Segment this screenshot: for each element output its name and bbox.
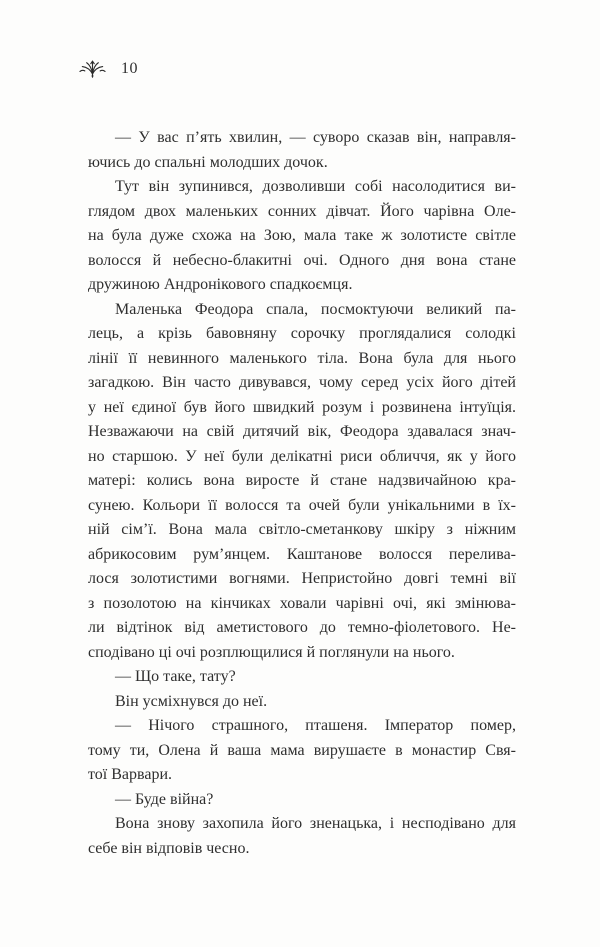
paragraph — [88, 298, 516, 666]
paragraph — [88, 175, 516, 298]
text-line: ючись до спальні молодших дочок. — [88, 153, 328, 171]
text-line: ній сім’ї. Вона мала світло-сметанкову шкіру з ніжним — [88, 521, 516, 538]
text-line: — Буде війна? — [115, 790, 214, 808]
text-line: тому ти, Олена й ваша мама вирушаєте в монастир Свя- — [88, 741, 516, 759]
paragraph — [88, 126, 516, 175]
text-line: Маленька Феодора спала, посмоктуючи великий па- — [115, 300, 516, 318]
text-line: лося золотистими вогнями. Непристойно довгі темні вії — [88, 570, 516, 587]
paragraph — [88, 812, 516, 861]
text-line: — Що таке, тату? — [115, 668, 236, 685]
text-line: на була дуже схожа на Зою, мала таке ж золотисте світле — [88, 227, 516, 244]
text-line: лінії її невинного маленького тіла. Вона була для нього — [88, 349, 516, 367]
text-line: — Нічого страшного, пташеня. Імператор помер, — [115, 717, 516, 734]
text-line: ли відтінок від аметистового до темно-фіолетового. Не- — [88, 619, 516, 636]
text-line: з позолотою на кінчиках ховали чарівні очі, які змінюва- — [88, 594, 516, 612]
text-line: волосся й небесно-блакитні очі. Одного дня вона стане — [88, 251, 516, 269]
text-line: Тут він зупинився, дозволивши собі насолодитися ви- — [115, 178, 516, 195]
paragraph — [88, 714, 516, 788]
text-line: себе він відповів чесно. — [88, 839, 250, 857]
text-line: матері: колись вона виросте й стане надзвичайною кра- — [88, 472, 516, 489]
text-line: Незважаючи на свій дитячий вік, Феодора здавалася знач- — [88, 423, 516, 440]
text-line: сунею. Кольори її волосся та очей були унікальними в їх- — [88, 496, 516, 514]
text-line: глядом двох маленьких сонних дівчат. Його чарівна Оле- — [88, 202, 516, 220]
text-line: абрикосовим рум’янцем. Каштанове волосся перелива- — [88, 545, 516, 563]
text-line: тої Варвари. — [88, 766, 173, 783]
text-line: у неї єдиної був його швидкий розум і розвинена інтуїція. — [88, 398, 516, 416]
paragraph — [88, 665, 516, 690]
fleuron-icon — [79, 59, 106, 79]
paragraph — [88, 690, 516, 715]
page-number: 10 — [121, 60, 138, 77]
page-header — [79, 58, 138, 80]
text-line: дружиною Андронікового спадкоємця. — [88, 276, 353, 293]
page-text — [88, 126, 516, 861]
text-line: Вона знову захопила його зненацька, і несподівано для — [115, 815, 516, 832]
text-line: но старшою. У неї були делікатні риси обличчя, як у його — [88, 447, 516, 465]
text-line: Він усміхнувся до неї. — [115, 692, 268, 710]
paragraph — [88, 788, 516, 813]
text-line: лець, а крізь бавовняну сорочку проглядалися солодкі — [88, 325, 516, 342]
text-line: — У вас п’ять хвилин, — суворо сказав він, направля- — [115, 129, 516, 146]
text-line: сподівано ці очі розплющилися й поглянули на нього. — [88, 643, 455, 661]
text-line: загадкою. Він часто дивувався, чому серед усіх його дітей — [88, 374, 516, 391]
